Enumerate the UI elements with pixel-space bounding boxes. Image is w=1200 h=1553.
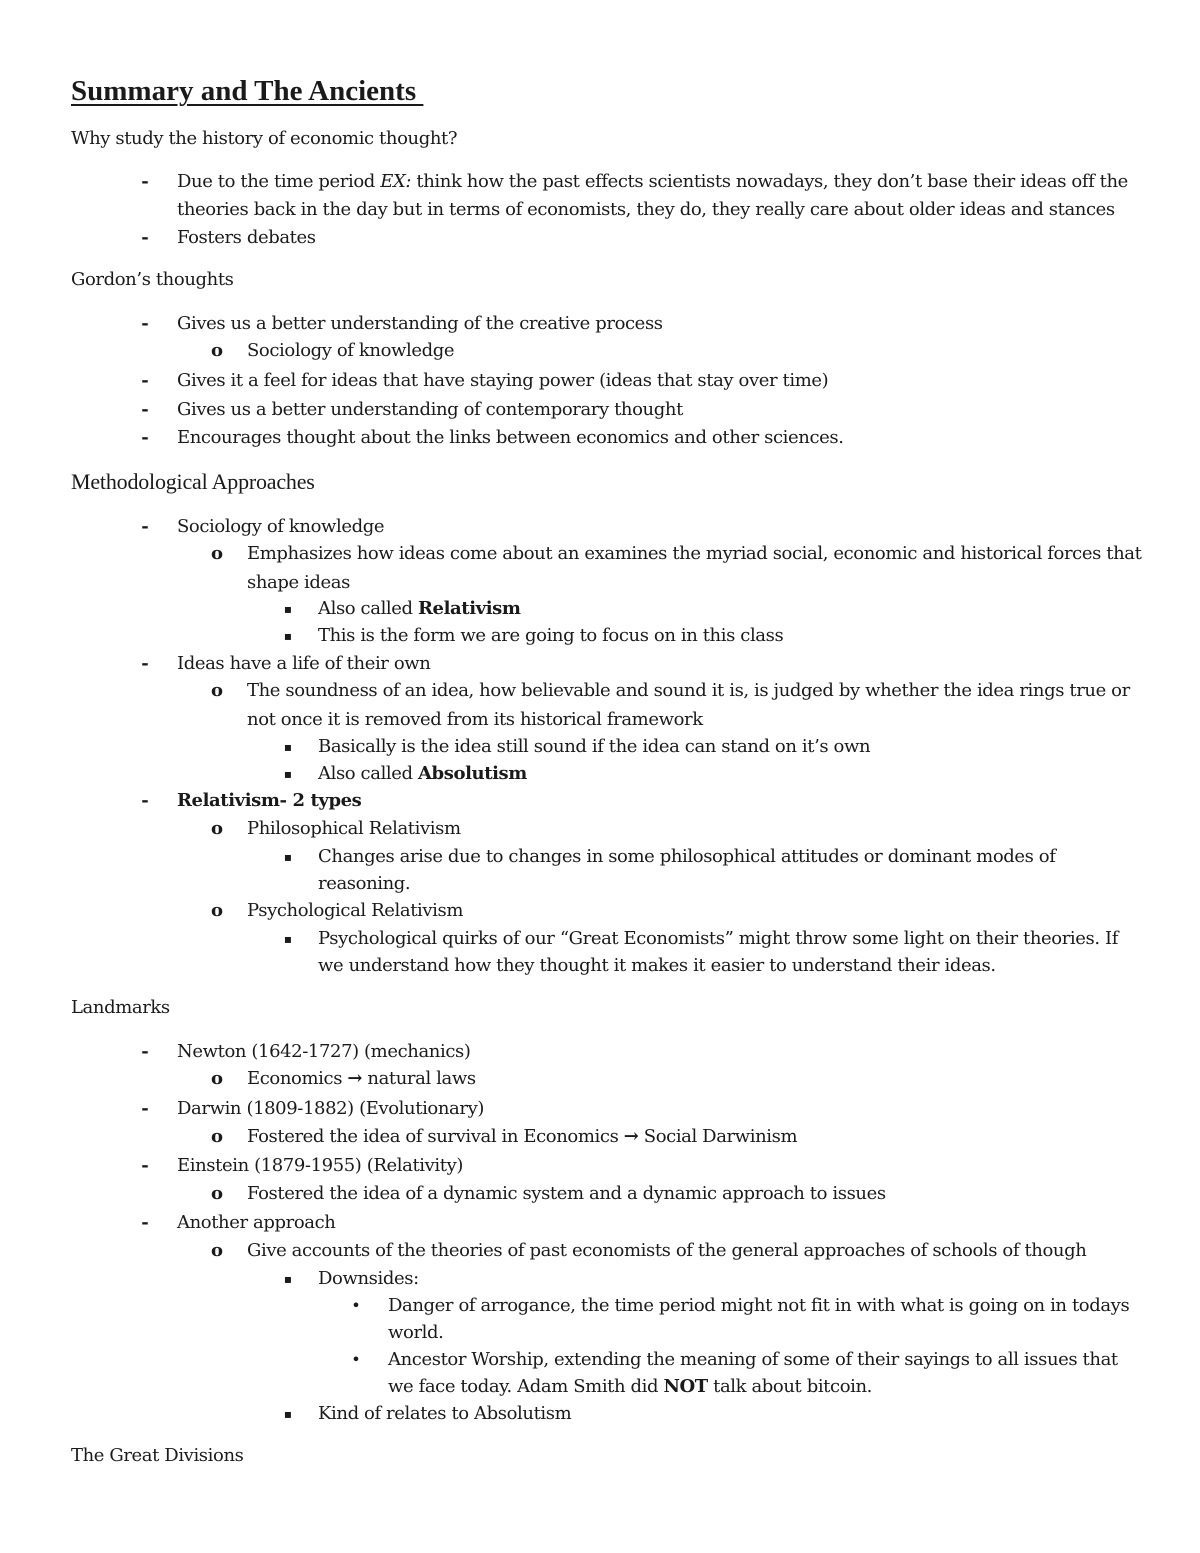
circle-bullet: o — [210, 1240, 223, 1261]
question-line: Why study the history of economic thought? — [71, 128, 458, 149]
list-item-text: Fostered the idea of survival in Economics — [247, 1126, 619, 1147]
list-item-continuation: shape ideas — [247, 572, 350, 593]
square-bullet: ▪ — [283, 1272, 293, 1286]
dash-bullet: - — [141, 399, 149, 420]
list-item: Psychological quirks of our “Great Economists” might throw some light on their theories. If — [318, 928, 1118, 949]
list-item — [177, 170, 1128, 194]
list-item — [318, 762, 527, 786]
list-item-text: Economics — [247, 1068, 343, 1089]
list-item: Kind of relates to Absolutism — [318, 1403, 572, 1424]
list-item: Gives us a better understanding of the creative process — [177, 313, 663, 334]
list-item: Danger of arrogance, the time period might not fit in with what is going on in todays — [388, 1295, 1130, 1316]
square-bullet: ▪ — [283, 767, 293, 781]
list-item-continuation: we understand how they thought it makes it easier to understand their ideas. — [318, 955, 996, 976]
dash-bullet: - — [141, 1041, 149, 1062]
list-item: Einstein (1879-1955) (Relativity) — [177, 1155, 464, 1176]
page-title: Summary and The Ancients — [71, 75, 424, 107]
list-item — [247, 1125, 797, 1149]
list-item-text: Also called — [318, 598, 413, 619]
bold-list-item: Relativism- 2 types — [177, 790, 362, 811]
section-label: The Great Divisions — [71, 1445, 244, 1466]
list-item: Give accounts of the theories of past economists of the general approaches of schools of though — [247, 1240, 1087, 1261]
circle-bullet: o — [210, 1068, 223, 1089]
circle-bullet: o — [210, 680, 223, 701]
dot-bullet: • — [351, 1296, 361, 1315]
dash-bullet: - — [141, 313, 149, 334]
list-item-continuation: not once it is removed from its historical framework — [247, 709, 703, 730]
list-item-italic: EX: — [380, 171, 412, 192]
dash-bullet: - — [141, 653, 149, 674]
list-item: Changes arise due to changes in some philosophical attitudes or dominant modes of — [318, 846, 1056, 867]
dash-bullet: - — [141, 171, 149, 192]
list-item: Sociology of knowledge — [177, 516, 385, 537]
list-item-text: talk about bitcoin. — [713, 1376, 873, 1397]
square-bullet: ▪ — [283, 932, 293, 946]
list-item: Downsides: — [318, 1268, 419, 1289]
list-item: Fosters debates — [177, 227, 316, 248]
list-item: Another approach — [177, 1212, 336, 1233]
square-bullet: ▪ — [283, 602, 293, 616]
list-item: Sociology of knowledge — [247, 340, 455, 361]
bold-term: NOT — [663, 1376, 708, 1397]
list-item: Psychological Relativism — [247, 900, 464, 921]
list-item: The soundness of an idea, how believable and sound it is, is judged by whether the idea rings true or — [247, 680, 1130, 701]
square-bullet: ▪ — [283, 740, 293, 754]
section-heading: Methodological Approaches — [71, 469, 315, 494]
square-bullet: ▪ — [283, 1407, 293, 1421]
dash-bullet: - — [141, 790, 149, 811]
circle-bullet: o — [210, 818, 223, 839]
list-item-continuation: world. — [388, 1322, 444, 1343]
list-item: Emphasizes how ideas come about an examines the myriad social, economic and historical forces that — [247, 543, 1142, 564]
arrow-icon: → — [623, 1126, 639, 1147]
section-label: Gordon’s thoughts — [71, 269, 234, 290]
dash-bullet: - — [141, 370, 149, 391]
dash-bullet: - — [141, 516, 149, 537]
list-item-continuation: theories back in the day but in terms of economists, they do, they really care about older ideas and stances — [177, 199, 1115, 220]
circle-bullet: o — [210, 1126, 223, 1147]
list-item: Newton (1642-1727) (mechanics) — [177, 1041, 471, 1062]
list-item — [247, 1067, 476, 1091]
dash-bullet: - — [141, 227, 149, 248]
list-item-text: natural laws — [367, 1068, 476, 1089]
circle-bullet: o — [210, 340, 223, 361]
bold-term: Relativism — [417, 598, 521, 619]
list-item: Fostered the idea of a dynamic system and a dynamic approach to issues — [247, 1183, 886, 1204]
list-item-continuation: reasoning. — [318, 873, 411, 894]
square-bullet: ▪ — [283, 850, 293, 864]
list-item: Gives us a better understanding of contemporary thought — [177, 399, 683, 420]
list-item: Encourages thought about the links between economics and other sciences. — [177, 427, 844, 448]
list-item-text: Also called — [318, 763, 413, 784]
dash-bullet: - — [141, 427, 149, 448]
list-item: Ancestor Worship, extending the meaning of some of their sayings to all issues that — [388, 1349, 1118, 1370]
list-item-text: Due to the time period — [177, 171, 375, 192]
dash-bullet: - — [141, 1155, 149, 1176]
circle-bullet: o — [210, 1183, 223, 1204]
square-bullet: ▪ — [283, 629, 293, 643]
bold-term: Absolutism — [417, 763, 527, 784]
list-item: Ideas have a life of their own — [177, 653, 431, 674]
list-item: This is the form we are going to focus on in this class — [318, 625, 784, 646]
list-item — [177, 789, 361, 813]
list-item: Gives it a feel for ideas that have staying power (ideas that stay over time) — [177, 370, 829, 391]
list-item-text: Social Darwinism — [643, 1126, 798, 1147]
circle-bullet: o — [210, 900, 223, 921]
dash-bullet: - — [141, 1098, 149, 1119]
circle-bullet: o — [210, 543, 223, 564]
list-item-text: think how the past effects scientists nowadays, they don’t base their ideas off the — [416, 171, 1128, 192]
section-label: Landmarks — [71, 997, 170, 1018]
list-item: Philosophical Relativism — [247, 818, 461, 839]
list-item — [318, 597, 521, 621]
list-item-text: we face today. Adam Smith did — [388, 1376, 659, 1397]
list-item: Basically is the idea still sound if the idea can stand on it’s own — [318, 736, 871, 757]
list-item-continuation — [388, 1375, 872, 1399]
dash-bullet: - — [141, 1212, 149, 1233]
list-item: Darwin (1809-1882) (Evolutionary) — [177, 1098, 484, 1119]
arrow-icon: → — [347, 1068, 363, 1089]
dot-bullet: • — [351, 1350, 361, 1369]
